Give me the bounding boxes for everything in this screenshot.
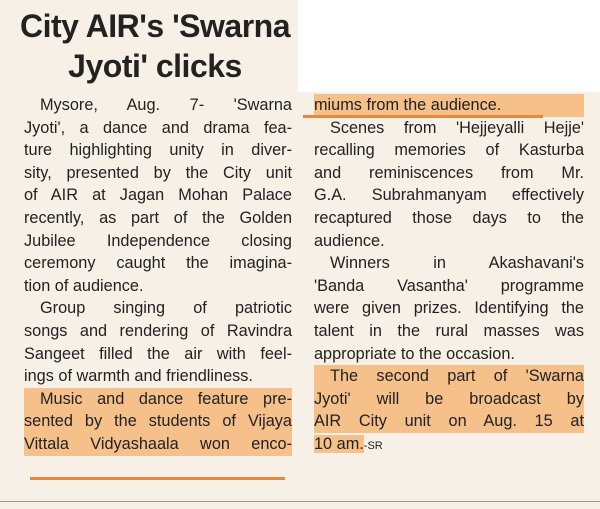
text-line: audience. <box>314 231 385 250</box>
text-line: recently, as part of the Golden <box>24 208 292 227</box>
text-line: of AIR at Jagan Mohan Palace <box>24 186 292 205</box>
page-divider <box>0 501 600 502</box>
highlight-underline <box>30 477 285 480</box>
text-line: Mysore, Aug. 7- 'Swarna <box>40 96 292 114</box>
highlighted-text: 10 am. <box>314 434 364 453</box>
headline-line-1: City AIR's 'Swarna <box>20 8 290 44</box>
text-line: songs and rendering of Ravindra <box>24 321 292 340</box>
highlighted-text-line: The second part of 'Swarna <box>314 365 584 388</box>
text-line: G.A. Subrahmanyam effectively <box>314 186 584 205</box>
text-line: ture highlighting unity in diver- <box>24 141 292 160</box>
text-line: sity, presented by the City unit <box>24 163 292 182</box>
text-line: Group singing of patriotic <box>40 299 292 318</box>
text-line: appropriate to the occasion. <box>314 344 515 363</box>
headline <box>20 6 290 86</box>
byline: -SR <box>363 439 383 452</box>
text-line: 'Banda Vasantha' programme <box>314 276 584 295</box>
text-line: Jubilee Independence closing <box>24 231 292 250</box>
highlight-underline <box>303 115 543 118</box>
text-line: talent in the rural masses was <box>314 321 584 340</box>
text-line: Sangeet filled the air with feel- <box>24 344 292 363</box>
text-line: were given prizes. Identifying the <box>314 299 584 318</box>
text-line: Jyoti', a dance and drama fea- <box>24 118 292 137</box>
last-line <box>314 433 584 456</box>
text-line: tion of audience. <box>24 276 144 295</box>
highlighted-text-line: Jyoti' will be broadcast by <box>314 388 584 411</box>
text-line: recalling memories of Kasturba <box>314 141 584 160</box>
highlighted-text-line: miums from the audience. <box>314 94 584 117</box>
text-line: ceremony caught the imagina- <box>24 254 292 273</box>
highlighted-text-line: Vittala Vidyashaala won enco- <box>24 433 292 456</box>
highlighted-text-line: AIR City unit on Aug. 15 at <box>314 410 584 433</box>
text-line: Scenes from 'Hejjeyalli Hejje' <box>330 118 584 137</box>
highlighted-text-line: sented by the students of Vijaya <box>24 410 292 433</box>
text-line: ings of warmth and friendliness. <box>24 367 253 386</box>
text-line: recaptured those days to the <box>314 208 584 227</box>
text-line: Winners in Akashavani's <box>330 254 584 273</box>
highlighted-text-line: Music and dance feature pre- <box>24 388 292 411</box>
text-line: and reminiscences from Mr. <box>314 163 584 182</box>
headline-line-2: Jyoti' clicks <box>68 48 242 84</box>
right-column <box>314 94 584 456</box>
left-column <box>24 94 292 456</box>
